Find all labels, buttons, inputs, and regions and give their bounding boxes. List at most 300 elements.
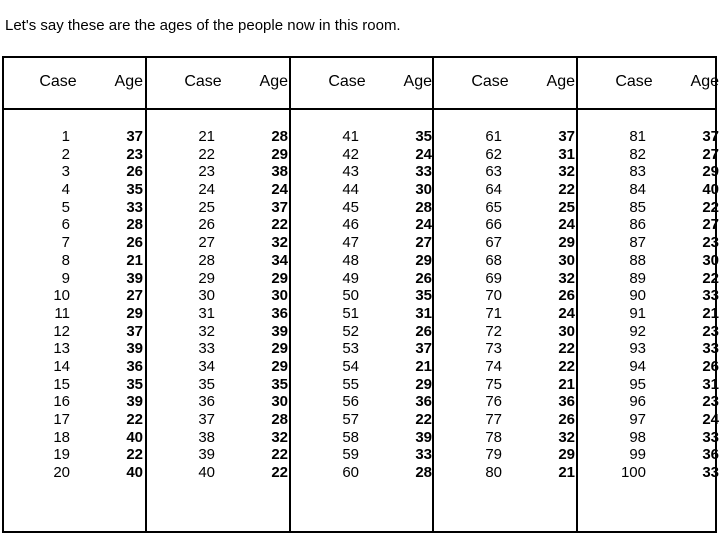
case-number: 74 [485,357,502,375]
case-number: 39 [198,446,215,464]
age-value: 29 [558,446,575,464]
age-value: 27 [702,216,719,234]
case-number: 57 [342,411,359,428]
group-rows [434,128,576,482]
age-value: 39 [126,340,143,358]
age-value: 30 [702,251,719,269]
slide-caption: Let's say these are the ages of the people now in this room. [5,17,401,34]
group-rows [147,128,289,482]
age-value: 36 [271,304,288,322]
table-row [434,305,576,323]
case-number: 99 [629,446,646,464]
age-value: 22 [558,340,575,358]
table-row [291,411,432,429]
case-number: 43 [342,163,359,181]
case-number: 70 [485,287,502,305]
age-value: 25 [558,198,575,216]
age-value: 26 [415,322,432,340]
case-number: 15 [53,375,70,393]
age-value: 31 [415,304,432,322]
case-number: 34 [198,357,215,375]
case-number: 29 [198,269,215,287]
case-number: 38 [198,428,215,446]
case-number: 100 [620,464,646,482]
table-row [2,340,145,358]
age-value: 33 [702,464,719,482]
age-value: 29 [271,340,288,358]
case-number: 37 [198,411,215,428]
case-number: 36 [198,393,215,411]
age-value: 37 [558,128,575,145]
age-value: 29 [415,251,432,269]
case-number: 82 [629,145,646,163]
column-header-age: Age [690,73,719,90]
age-value: 24 [702,411,719,428]
age-value: 36 [126,357,143,375]
age-value: 22 [702,198,719,216]
table-row [147,305,289,323]
table-row [291,163,432,181]
age-value: 21 [702,304,719,322]
table-row [291,323,432,341]
table-row [2,199,145,217]
age-value: 35 [415,287,432,305]
table-row [147,340,289,358]
table-row [147,181,289,199]
case-number: 90 [629,287,646,305]
age-value: 32 [558,269,575,287]
table-row [578,270,717,288]
case-number: 69 [485,269,502,287]
age-value: 24 [558,304,575,322]
case-number: 44 [342,181,359,199]
case-number: 85 [629,198,646,216]
table-row [578,181,717,199]
table-row [434,323,576,341]
table-row [291,199,432,217]
age-value: 32 [558,163,575,181]
case-number: 68 [485,251,502,269]
case-number: 87 [629,234,646,252]
case-number: 52 [342,322,359,340]
case-number: 88 [629,251,646,269]
table-row [291,429,432,447]
age-value: 36 [415,393,432,411]
age-value: 37 [126,322,143,340]
case-number: 18 [53,428,70,446]
table-row [434,429,576,447]
case-number: 94 [629,357,646,375]
column-header-age: Age [546,73,575,90]
case-number: 86 [629,216,646,234]
case-number: 79 [485,446,502,464]
table-row [434,287,576,305]
age-value: 23 [702,393,719,411]
table-row [434,146,576,164]
case-number: 77 [485,411,502,428]
table-row [147,252,289,270]
age-value: 33 [702,340,719,358]
age-value: 37 [271,198,288,216]
case-number: 24 [198,181,215,199]
age-value: 21 [558,375,575,393]
case-number: 93 [629,340,646,358]
table-row [291,216,432,234]
age-value: 33 [415,446,432,464]
case-number: 5 [61,198,70,216]
table-row [147,146,289,164]
table-row [147,393,289,411]
age-value: 21 [415,357,432,375]
case-number: 19 [53,446,70,464]
age-value: 29 [702,163,719,181]
table-row [578,128,717,146]
age-value: 29 [126,304,143,322]
case-number: 33 [198,340,215,358]
table-row [147,376,289,394]
age-value: 40 [702,181,719,199]
table-row [434,163,576,181]
table-row [2,358,145,376]
case-number: 81 [629,128,646,145]
case-number: 35 [198,375,215,393]
age-value: 28 [415,198,432,216]
table-row [2,323,145,341]
age-value: 26 [558,287,575,305]
case-number: 67 [485,234,502,252]
case-number: 21 [198,128,215,145]
table-row [291,340,432,358]
table-row [147,216,289,234]
group-rows [2,128,145,482]
case-number: 22 [198,145,215,163]
column-header-age: Age [259,73,288,90]
column-group-1 [2,56,145,533]
table-row [578,446,717,464]
age-value: 24 [415,145,432,163]
case-number: 63 [485,163,502,181]
age-value: 26 [126,234,143,252]
table-row [291,358,432,376]
table-row [434,234,576,252]
age-value: 22 [415,411,432,428]
case-number: 20 [53,464,70,482]
age-value: 29 [271,145,288,163]
table-row [2,270,145,288]
case-number: 54 [342,357,359,375]
age-value: 32 [271,428,288,446]
case-number: 65 [485,198,502,216]
case-number: 28 [198,251,215,269]
age-value: 39 [126,393,143,411]
table-row [147,128,289,146]
age-value: 23 [702,322,719,340]
table-row [434,181,576,199]
age-value: 33 [126,198,143,216]
case-number: 9 [61,269,70,287]
case-number: 75 [485,375,502,393]
age-value: 30 [271,393,288,411]
case-number: 4 [61,181,70,199]
case-number: 1 [61,128,70,145]
column-header-case: Case [615,73,653,90]
table-row [147,287,289,305]
age-value: 27 [126,287,143,305]
case-number: 66 [485,216,502,234]
age-value: 32 [271,234,288,252]
case-number: 60 [342,464,359,482]
case-number: 92 [629,322,646,340]
table-row [434,128,576,146]
age-value: 21 [558,464,575,482]
case-number: 83 [629,163,646,181]
age-value: 33 [702,428,719,446]
age-value: 26 [702,357,719,375]
case-number: 27 [198,234,215,252]
age-value: 28 [271,128,288,145]
age-value: 22 [271,216,288,234]
column-group-2 [145,56,289,533]
table-row [147,163,289,181]
age-value: 31 [702,375,719,393]
column-group-4 [432,56,576,533]
case-number: 95 [629,375,646,393]
group-rows [578,128,717,482]
case-number: 17 [53,411,70,428]
table-row [2,287,145,305]
case-number: 8 [61,251,70,269]
age-value: 22 [271,464,288,482]
case-number: 50 [342,287,359,305]
table-row [2,393,145,411]
case-number: 76 [485,393,502,411]
table-row [291,146,432,164]
case-number: 25 [198,198,215,216]
column-group-3 [289,56,432,533]
case-number: 96 [629,393,646,411]
case-number: 26 [198,216,215,234]
case-number: 97 [629,411,646,428]
age-value: 23 [702,234,719,252]
table-row [147,429,289,447]
age-value: 29 [415,375,432,393]
table-row [578,340,717,358]
age-value: 22 [271,446,288,464]
age-value: 24 [415,216,432,234]
age-value: 36 [702,446,719,464]
table-row [147,446,289,464]
table-row [291,128,432,146]
table-row [434,199,576,217]
table-row [434,393,576,411]
table-row [578,323,717,341]
case-number: 62 [485,145,502,163]
age-value: 22 [126,411,143,428]
column-header-case: Case [471,73,509,90]
table-row [147,199,289,217]
table-row [434,252,576,270]
case-number: 6 [61,216,70,234]
case-number: 2 [61,145,70,163]
table-row [2,146,145,164]
case-number: 80 [485,464,502,482]
age-value: 33 [702,287,719,305]
table-row [291,446,432,464]
case-number: 78 [485,428,502,446]
table-row [578,393,717,411]
table-row [434,446,576,464]
case-number: 3 [61,163,70,181]
table-row [291,305,432,323]
age-value: 36 [558,393,575,411]
age-value: 35 [126,375,143,393]
case-number: 89 [629,269,646,287]
age-value: 24 [558,216,575,234]
table-row [147,270,289,288]
table-row [578,287,717,305]
age-value: 28 [415,464,432,482]
age-value: 35 [126,181,143,199]
table-row [578,358,717,376]
table-row [2,305,145,323]
table-row [434,464,576,482]
table-row [578,146,717,164]
age-value: 24 [271,181,288,199]
table-row [2,411,145,429]
case-number: 10 [53,287,70,305]
table-row [578,305,717,323]
table-row [434,270,576,288]
case-number: 41 [342,128,359,145]
case-number: 45 [342,198,359,216]
table-row [2,376,145,394]
case-number: 84 [629,181,646,199]
table-row [434,411,576,429]
age-value: 32 [558,428,575,446]
table-row [434,376,576,394]
case-number: 59 [342,446,359,464]
age-value: 35 [415,128,432,145]
case-number: 49 [342,269,359,287]
table-row [578,411,717,429]
case-number: 7 [61,234,70,252]
table-row [578,234,717,252]
case-number: 64 [485,181,502,199]
case-number: 32 [198,322,215,340]
table-row [291,287,432,305]
table-row [2,234,145,252]
age-value: 22 [558,357,575,375]
case-number: 30 [198,287,215,305]
table-row [147,358,289,376]
group-rows [291,128,432,482]
table-row [434,216,576,234]
age-value: 30 [558,322,575,340]
age-value: 39 [271,322,288,340]
age-value: 39 [126,269,143,287]
column-header-case: Case [39,73,77,90]
column-header-age: Age [114,73,143,90]
age-value: 26 [415,269,432,287]
age-value: 37 [702,128,719,145]
age-value: 26 [126,163,143,181]
age-value: 27 [415,234,432,252]
table-row [291,464,432,482]
age-value: 31 [558,145,575,163]
age-value: 37 [126,128,143,145]
table-row [147,411,289,429]
case-number: 73 [485,340,502,358]
table-row [578,429,717,447]
age-value: 38 [271,163,288,181]
case-number: 72 [485,322,502,340]
age-value: 23 [126,145,143,163]
table-row [2,252,145,270]
age-value: 29 [271,357,288,375]
case-number: 16 [53,393,70,411]
table-row [2,464,145,482]
case-number: 23 [198,163,215,181]
table-row [291,376,432,394]
age-value: 28 [271,411,288,428]
case-number: 42 [342,145,359,163]
case-number: 48 [342,251,359,269]
case-number: 53 [342,340,359,358]
column-header-age: Age [403,73,432,90]
case-number: 61 [485,128,502,145]
table-row [291,234,432,252]
table-row [2,216,145,234]
case-number: 56 [342,393,359,411]
table-row [578,199,717,217]
age-value: 34 [271,251,288,269]
case-number: 13 [53,340,70,358]
table-row [2,181,145,199]
age-value: 30 [271,287,288,305]
table-row [291,393,432,411]
table-row [291,252,432,270]
column-header-case: Case [328,73,366,90]
age-value: 30 [415,181,432,199]
case-number: 40 [198,464,215,482]
age-value: 40 [126,428,143,446]
case-number: 55 [342,375,359,393]
table-row [434,358,576,376]
age-value: 22 [558,181,575,199]
case-number: 71 [485,304,502,322]
table-row [578,163,717,181]
column-group-5 [576,56,717,533]
table-row [2,429,145,447]
case-number: 98 [629,428,646,446]
table-row [434,340,576,358]
age-value: 26 [558,411,575,428]
column-header-case: Case [184,73,222,90]
age-value: 39 [415,428,432,446]
table-row [578,464,717,482]
table-row [578,376,717,394]
age-value: 21 [126,251,143,269]
case-number: 11 [54,304,70,322]
table-row [147,464,289,482]
case-number: 47 [342,234,359,252]
table-row [147,234,289,252]
case-number: 51 [342,304,359,322]
table-row [578,252,717,270]
case-number: 91 [629,304,646,322]
age-value: 33 [415,163,432,181]
age-value: 29 [271,269,288,287]
